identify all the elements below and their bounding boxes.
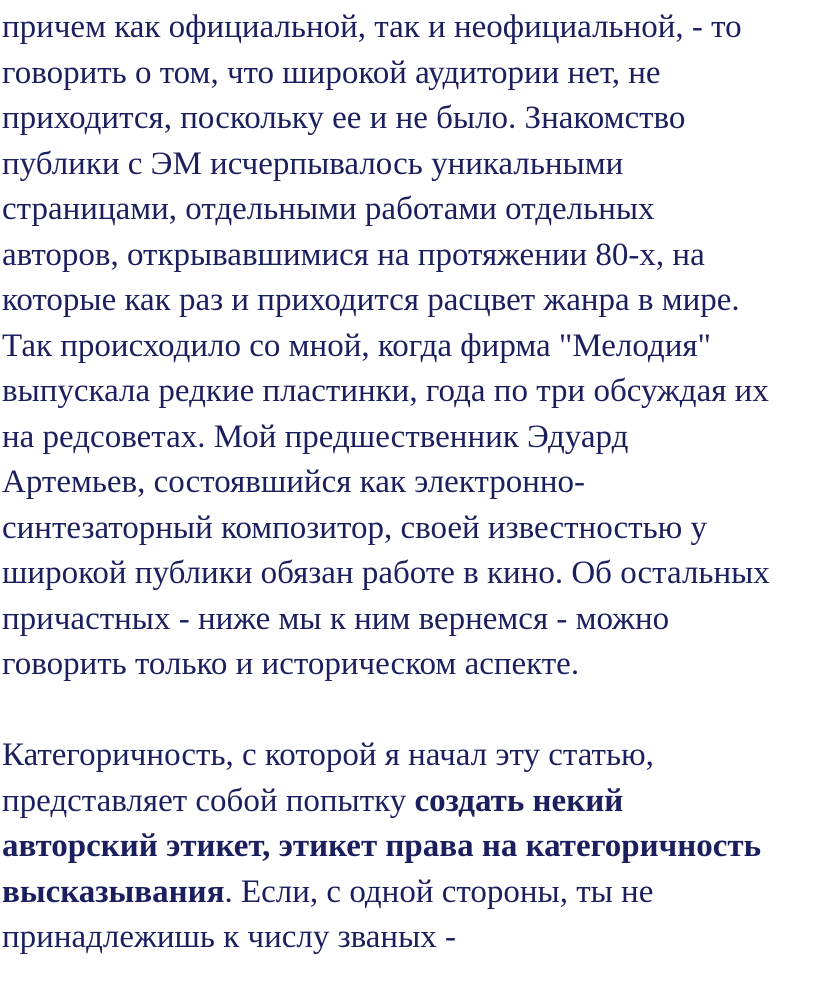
text-line: Категоричность, с которой я начал эту статью,: [2, 737, 654, 773]
text-line: широкой публики обязан работе в кино. Об остальных: [2, 555, 770, 591]
text-line: причастных - ниже мы к ним вернемся - можно: [2, 600, 670, 637]
text-line: принадлежишь к числу званых -: [2, 919, 457, 955]
text-line: синтезаторный композитор, своей известностью у: [2, 509, 708, 546]
text-line: страницами, отдельными работами отдельных: [2, 191, 655, 227]
text-line: приходится, поскольку ее и не было. Знакомство: [2, 100, 686, 136]
text-line: причем как официальной, так и неофициальной, - то: [2, 9, 742, 45]
text-normal: . Если, с одной стороны, ты не: [224, 873, 654, 910]
text-bold: высказывания: [2, 873, 225, 910]
text-line: Артемьев, состоявшийся как электронно-: [2, 464, 586, 500]
text-normal: представляет собой попытку: [2, 782, 415, 819]
text-line: авторов, открывавшимися на протяжении 80-х, на: [2, 236, 705, 273]
text-line: Так происходило со мной, когда фирма "Мелодия": [2, 327, 712, 364]
text-line: [2, 870, 816, 916]
text-line: которые как раз и приходится расцвет жанра в мире.: [2, 282, 740, 318]
text-line-bold: авторский этикет, этикет права на категоричность: [2, 828, 762, 864]
text-bold: создать некий: [414, 782, 624, 819]
text-line: на редсоветах. Мой предшественник Эдуард: [2, 418, 629, 455]
paragraph-1: [2, 0, 816, 688]
text-line: говорить только и историческом аспекте.: [2, 646, 580, 682]
text-line: публики с ЭМ исчерпывалось уникальными: [2, 145, 624, 182]
text-line: [2, 779, 816, 825]
paragraph-2: [2, 733, 816, 961]
text-line: говорить о том, что широкой аудитории нет, не: [2, 54, 661, 91]
text-line: выпускала редкие пластинки, года по три обсуждая их: [2, 373, 769, 409]
